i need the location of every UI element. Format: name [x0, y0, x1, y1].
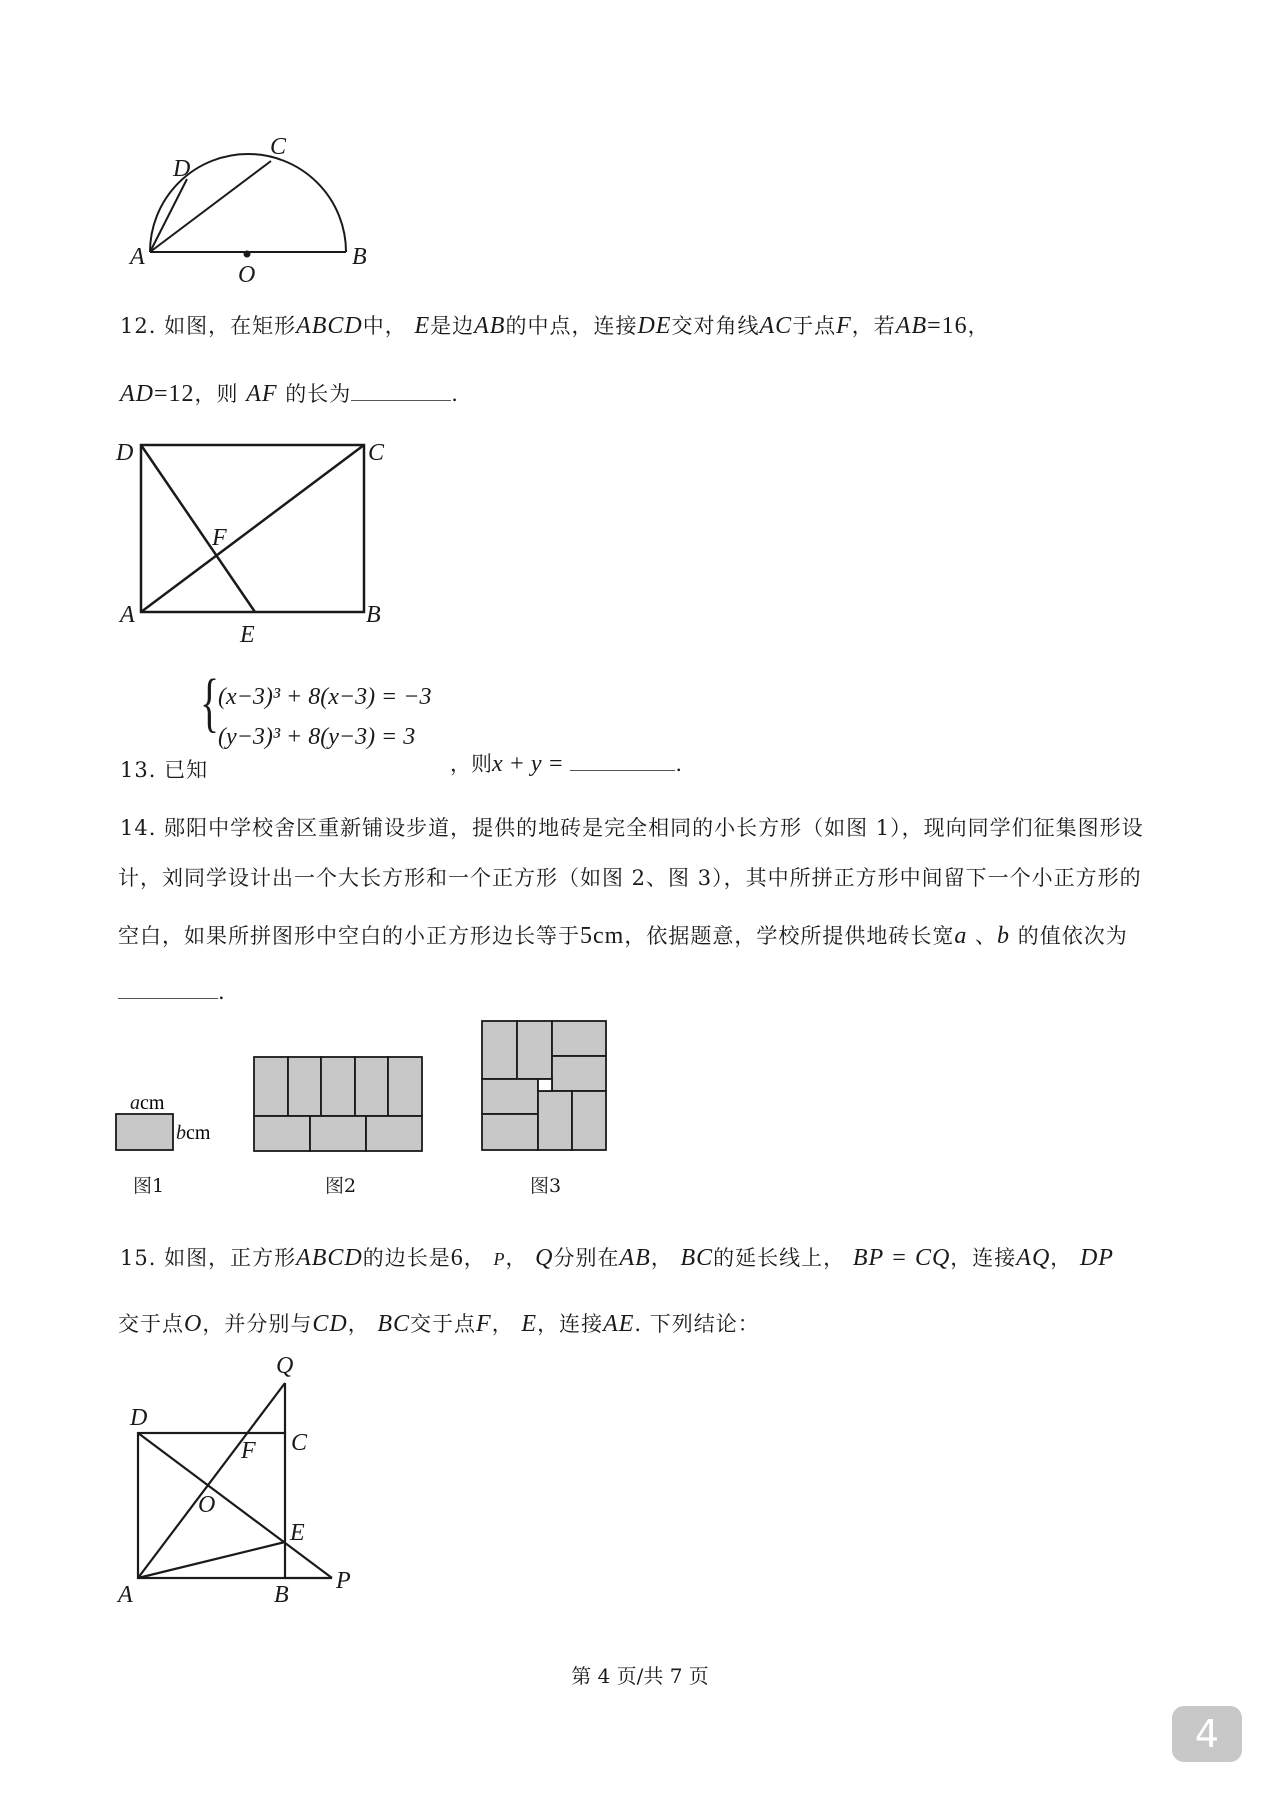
math-e: E: [414, 313, 431, 339]
q15-text: 如图，正方形: [164, 1246, 297, 1270]
label-b: B: [352, 244, 367, 270]
q14-line3: [118, 920, 1128, 950]
math-ac: AC: [759, 313, 793, 339]
math-f: F: [476, 1311, 492, 1337]
tile: [572, 1091, 606, 1150]
q14-text: 郧阳中学校舍区重新铺设步道，提供的地砖是完全相同的小长方形（如图 1），现向同学们征集图形设: [164, 816, 1144, 840]
q12-text: 是边: [430, 314, 475, 338]
math-ad-value: =12: [154, 381, 195, 407]
q15-number: 15.: [120, 1246, 157, 1270]
caption-fig2: 图2: [325, 1175, 357, 1197]
tile: [482, 1021, 517, 1079]
q12-end: .: [451, 382, 459, 406]
q13-text: ，则: [450, 752, 492, 776]
q12-line1: [120, 310, 990, 340]
tile: [288, 1057, 321, 1116]
label-b: B: [366, 602, 381, 628]
answer-blank[interactable]: [118, 998, 218, 999]
math-bc: BC: [377, 1311, 411, 1337]
math-ab: AB: [474, 313, 506, 339]
tile: [321, 1057, 355, 1116]
q15-text: ，并分别与: [202, 1312, 313, 1336]
q14-line2: [118, 862, 1142, 892]
math-af: AF: [246, 381, 278, 407]
q13-end: .: [675, 752, 683, 776]
q13-tail: [450, 748, 682, 778]
fig3-square: [482, 1021, 606, 1150]
diagonal-ac: [141, 445, 364, 612]
q12-rectangle-figure: [100, 430, 400, 650]
q15-square-figure: [100, 1340, 380, 1620]
page-footer: 第 4 页/共 7 页: [571, 1664, 709, 1688]
tile: [552, 1056, 606, 1091]
q15-line2: [118, 1308, 760, 1338]
brace-icon: {: [200, 666, 220, 739]
center-point-o: [244, 251, 251, 258]
q13-equation-2: (y−3)³ + 8(y−3) = 3: [218, 724, 416, 750]
chord-ac: [150, 161, 271, 252]
q14-text: 空白，如果所拼图形中空白的小正方形边长等于: [118, 924, 580, 948]
math-b: b: [997, 923, 1011, 949]
tile: [254, 1057, 288, 1116]
label-e: E: [240, 622, 255, 648]
label-d: D: [116, 440, 134, 466]
q15-text: ，: [347, 1312, 370, 1336]
label-d: D: [130, 1405, 148, 1431]
math-f: F: [836, 313, 852, 339]
q14-end: .: [218, 980, 226, 1004]
math-ab-value: =16: [927, 313, 968, 339]
label-f: F: [241, 1438, 256, 1464]
line-aq: [138, 1383, 285, 1578]
label-c: C: [291, 1430, 308, 1456]
label-c: C: [368, 440, 385, 466]
math-de: DE: [637, 313, 672, 339]
tile: [482, 1114, 538, 1150]
answer-blank[interactable]: [351, 400, 451, 401]
math-ab-eq: AB: [895, 313, 928, 339]
label-d: D: [173, 156, 191, 182]
tile: [366, 1116, 422, 1151]
tile-fig1: [116, 1114, 173, 1150]
q12-text: ，: [967, 314, 990, 338]
math-abcd: ABCD: [296, 1245, 363, 1271]
label-b: B: [274, 1582, 289, 1608]
q14-sep: 、: [975, 924, 998, 948]
math-bc: BC: [680, 1245, 714, 1271]
tile: [517, 1021, 552, 1079]
label-a: A: [118, 1582, 133, 1608]
label-o: O: [238, 262, 256, 288]
q12-text: 的中点，连接: [505, 314, 638, 338]
q13-text: 已知: [164, 758, 209, 782]
caption-fig1: 图1: [133, 1175, 165, 1197]
label-a: A: [120, 602, 135, 628]
math-o: O: [184, 1311, 203, 1337]
chord-ad: [150, 179, 187, 252]
q15-text: ，连接: [950, 1246, 1017, 1270]
q12-text: 中，: [362, 314, 407, 338]
math-5cm: 5cm: [580, 923, 625, 949]
q15-text: 的延长线上，: [713, 1246, 846, 1270]
label-f: F: [212, 525, 227, 551]
q15-line1: [120, 1242, 1114, 1272]
math-e: E: [521, 1311, 538, 1337]
math-p: P: [493, 1249, 506, 1269]
q12-line2: [120, 378, 459, 408]
q15-text: ，: [491, 1312, 514, 1336]
tile: [538, 1091, 572, 1150]
q14-text: 计，刘同学设计出一个大长方形和一个正方形（如图 2、图 3），其中所拼正方形中间留下一个小正方形的: [118, 866, 1142, 890]
label-e: E: [290, 1520, 305, 1546]
q13-line: [120, 754, 208, 784]
q15-text: ，: [463, 1246, 486, 1270]
math-aq: AQ: [1016, 1245, 1051, 1271]
math-ae: AE: [603, 1311, 635, 1337]
q12-text: ，若: [851, 314, 896, 338]
q12-text: 于点: [792, 314, 837, 338]
segment-de: [141, 445, 255, 612]
q13-number: 13.: [120, 758, 157, 782]
page-number-badge[interactable]: 4: [1172, 1706, 1242, 1762]
q14-line1: [120, 812, 1144, 842]
math-x-plus-y: x + y =: [492, 751, 564, 777]
q13-equation-1: (x−3)³ + 8(x−3) = −3: [218, 684, 432, 710]
math-q: Q: [535, 1245, 554, 1271]
q14-text: 的值依次为: [1017, 924, 1128, 948]
answer-blank[interactable]: [570, 770, 675, 771]
fig2-large-rectangle: [254, 1057, 422, 1151]
q15-text: 分别在: [553, 1246, 620, 1270]
tile: [388, 1057, 422, 1116]
q14-number: 14.: [120, 816, 157, 840]
fig1-label-b: bcm: [176, 1122, 211, 1144]
q12-text: 交对角线: [671, 314, 760, 338]
q15-text: ，: [650, 1246, 673, 1270]
q12-text: 如图，在矩形: [164, 314, 297, 338]
label-o: O: [198, 1492, 216, 1518]
q15-text: ，连接: [537, 1312, 604, 1336]
math-ad-eq: AD: [120, 381, 154, 407]
math-bp-eq-cq: BP = CQ: [852, 1245, 951, 1271]
q15-text: . 下列结论：: [634, 1312, 760, 1336]
q15-text: 交于点: [410, 1312, 477, 1336]
center-gap: [538, 1079, 552, 1091]
tile: [482, 1079, 538, 1114]
math-a: a: [954, 923, 968, 949]
math-cd: CD: [312, 1311, 348, 1337]
q15-text: ，: [1050, 1246, 1073, 1270]
q15-text: 交于点: [118, 1312, 184, 1336]
tile: [355, 1057, 388, 1116]
math-side-6: 6: [450, 1245, 464, 1271]
math-abcd: ABCD: [296, 313, 363, 339]
tile: [310, 1116, 366, 1151]
q12-number: 12.: [120, 314, 157, 338]
q14-tile-figures: [100, 1020, 660, 1220]
q14-text: ，依据题意，学校所提供地砖长宽: [624, 924, 955, 948]
label-a: A: [130, 244, 145, 270]
q14-line4: [118, 980, 226, 1004]
q12-text: ，则: [194, 382, 239, 406]
label-c: C: [270, 134, 287, 160]
fig1-label-a: acm: [130, 1092, 165, 1114]
q15-text: 的边长是: [362, 1246, 451, 1270]
q15-text: ，: [505, 1246, 528, 1270]
math-dp: DP: [1079, 1245, 1114, 1271]
label-q: Q: [276, 1353, 294, 1379]
tile: [552, 1021, 606, 1056]
q12-text: 的长为: [285, 382, 352, 406]
math-ab: AB: [619, 1245, 651, 1271]
caption-fig3: 图3: [530, 1175, 562, 1197]
tile: [254, 1116, 310, 1151]
label-p: P: [336, 1568, 351, 1594]
q11-semicircle-figure: [110, 118, 370, 288]
